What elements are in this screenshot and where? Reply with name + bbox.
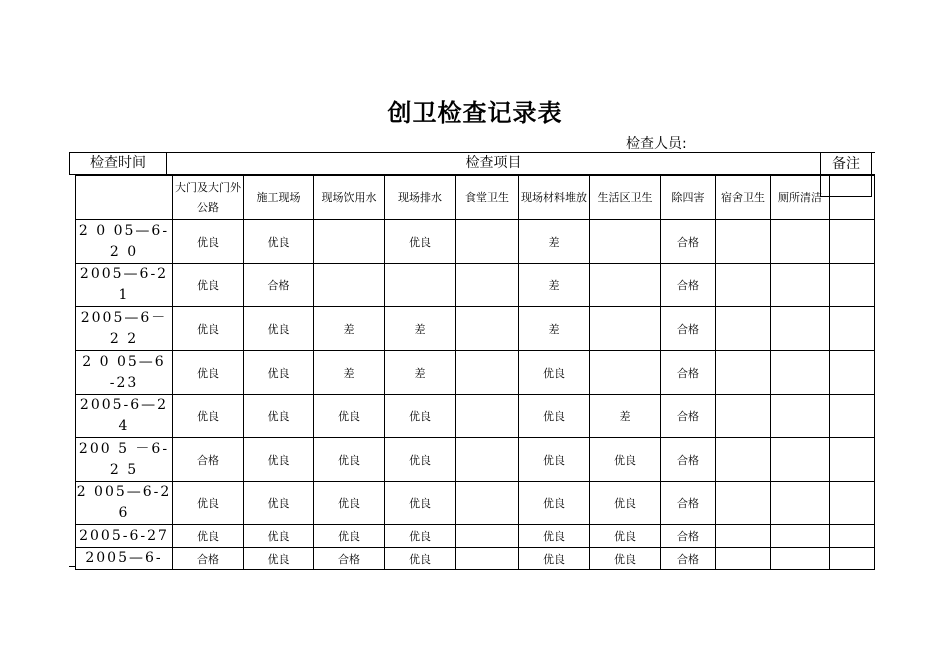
result-cell: 合格 [661, 307, 716, 351]
result-cell: 优良 [314, 438, 385, 482]
page-title: 创卫检查记录表 [387, 99, 563, 127]
result-cell: 合格 [661, 548, 716, 570]
table-row [76, 482, 875, 525]
result-cell: 优良 [519, 351, 590, 395]
result-cell [716, 525, 771, 548]
result-cell: 优良 [244, 548, 314, 570]
result-cell [456, 264, 519, 307]
header-time-label: 检查时间 [69, 153, 167, 174]
result-cell: 优良 [244, 438, 314, 482]
result-cell: 优良 [385, 482, 456, 525]
notes-column-cell [830, 176, 875, 220]
result-cell [590, 264, 661, 307]
result-cell [314, 264, 385, 307]
date-cell: 2 005—6-2 6 [76, 482, 173, 525]
column-header-row [76, 176, 875, 220]
notes-cell [830, 438, 875, 482]
date-cell: 2 0 05—6-2 0 [76, 220, 173, 264]
result-cell: 差 [314, 351, 385, 395]
result-cell: 优良 [590, 548, 661, 570]
result-cell [456, 307, 519, 351]
result-cell [771, 351, 830, 395]
result-cell [590, 220, 661, 264]
result-cell: 合格 [173, 438, 244, 482]
table-row [76, 220, 875, 264]
table-row [76, 307, 875, 351]
result-cell [456, 548, 519, 570]
table-row [76, 264, 875, 307]
column-header: 现场材料堆放 [519, 176, 590, 220]
result-cell [716, 438, 771, 482]
result-cell: 优良 [173, 264, 244, 307]
column-header: 现场排水 [385, 176, 456, 220]
header-items-label: 检查项目 [465, 155, 522, 171]
date-cell: 2005-6-27 [76, 525, 173, 548]
notes-cell [830, 264, 875, 307]
result-cell [456, 482, 519, 525]
inspection-table [75, 175, 875, 570]
table-row [76, 395, 875, 438]
notes-cell [830, 525, 875, 548]
result-cell [716, 548, 771, 570]
column-header: 生活区卫生 [590, 176, 661, 220]
result-cell [771, 264, 830, 307]
date-cell: 200 5 －6-2 5 [76, 438, 173, 482]
result-cell [771, 395, 830, 438]
result-cell [456, 395, 519, 438]
result-cell: 优良 [244, 220, 314, 264]
notes-cell [830, 548, 875, 570]
result-cell: 合格 [661, 395, 716, 438]
result-cell: 合格 [661, 220, 716, 264]
result-cell [716, 395, 771, 438]
result-cell: 优良 [385, 525, 456, 548]
column-header: 大门及大门外公路 [173, 176, 244, 220]
result-cell [716, 482, 771, 525]
table-row [76, 438, 875, 482]
result-cell [771, 482, 830, 525]
result-cell: 优良 [385, 548, 456, 570]
result-cell [716, 220, 771, 264]
column-header: 厕所清洁 [771, 176, 830, 220]
column-header: 宿舍卫生 [716, 176, 771, 220]
result-cell: 合格 [244, 264, 314, 307]
result-cell: 优良 [519, 482, 590, 525]
column-header-blank [76, 176, 173, 220]
result-cell: 合格 [661, 351, 716, 395]
result-cell: 优良 [590, 525, 661, 548]
result-cell: 优良 [385, 395, 456, 438]
result-cell: 优良 [385, 438, 456, 482]
result-cell: 差 [385, 351, 456, 395]
result-cell [771, 525, 830, 548]
table-row [76, 525, 875, 548]
result-cell: 优良 [244, 307, 314, 351]
result-cell [716, 264, 771, 307]
result-cell: 合格 [661, 438, 716, 482]
result-cell [314, 220, 385, 264]
result-cell: 优良 [173, 482, 244, 525]
result-cell [590, 351, 661, 395]
column-header: 施工现场 [244, 176, 314, 220]
result-cell: 合格 [173, 548, 244, 570]
result-cell: 优良 [519, 395, 590, 438]
table-row [76, 351, 875, 395]
notes-cell [830, 307, 875, 351]
notes-header: 备注 [820, 152, 872, 197]
inspector-label: 检查人员: [626, 136, 687, 152]
result-cell: 差 [314, 307, 385, 351]
result-cell [771, 548, 830, 570]
result-cell: 优良 [314, 482, 385, 525]
result-cell: 优良 [173, 395, 244, 438]
date-cell: 2 0 05—6 -23 [76, 351, 173, 395]
result-cell: 优良 [173, 220, 244, 264]
result-cell: 优良 [173, 525, 244, 548]
result-cell [716, 351, 771, 395]
result-cell: 优良 [385, 220, 456, 264]
result-cell [771, 220, 830, 264]
result-cell: 差 [385, 307, 456, 351]
result-cell: 优良 [173, 307, 244, 351]
result-cell [456, 525, 519, 548]
result-cell: 优良 [314, 395, 385, 438]
table-row [76, 548, 875, 570]
result-cell: 差 [519, 307, 590, 351]
result-cell [385, 264, 456, 307]
result-cell: 优良 [590, 482, 661, 525]
table-edge-line [69, 566, 76, 567]
result-cell: 合格 [314, 548, 385, 570]
result-cell [716, 307, 771, 351]
result-cell: 优良 [173, 351, 244, 395]
result-cell [456, 438, 519, 482]
result-cell [456, 351, 519, 395]
date-cell: 2005-6—24 [76, 395, 173, 438]
result-cell: 合格 [661, 482, 716, 525]
notes-cell [830, 220, 875, 264]
notes-cell [830, 482, 875, 525]
date-cell: 2005—6-21 [76, 264, 173, 307]
result-cell: 合格 [661, 264, 716, 307]
result-cell [771, 438, 830, 482]
date-cell: 2005—6- [76, 548, 173, 570]
column-header: 除四害 [661, 176, 716, 220]
result-cell [456, 220, 519, 264]
result-cell [590, 307, 661, 351]
result-cell: 优良 [314, 525, 385, 548]
result-cell: 优良 [519, 438, 590, 482]
result-cell: 优良 [244, 351, 314, 395]
date-cell: 2005—6－2 2 [76, 307, 173, 351]
result-cell: 合格 [661, 525, 716, 548]
result-cell: 优良 [519, 548, 590, 570]
column-header: 现场饮用水 [314, 176, 385, 220]
column-header: 食堂卫生 [456, 176, 519, 220]
header-row [69, 152, 875, 175]
result-cell: 差 [519, 264, 590, 307]
result-cell: 优良 [590, 438, 661, 482]
result-cell: 优良 [519, 525, 590, 548]
notes-cell [830, 395, 875, 438]
result-cell [771, 307, 830, 351]
result-cell: 优良 [244, 525, 314, 548]
result-cell: 差 [590, 395, 661, 438]
notes-cell [830, 351, 875, 395]
result-cell: 优良 [244, 395, 314, 438]
result-cell: 差 [519, 220, 590, 264]
result-cell: 优良 [244, 482, 314, 525]
